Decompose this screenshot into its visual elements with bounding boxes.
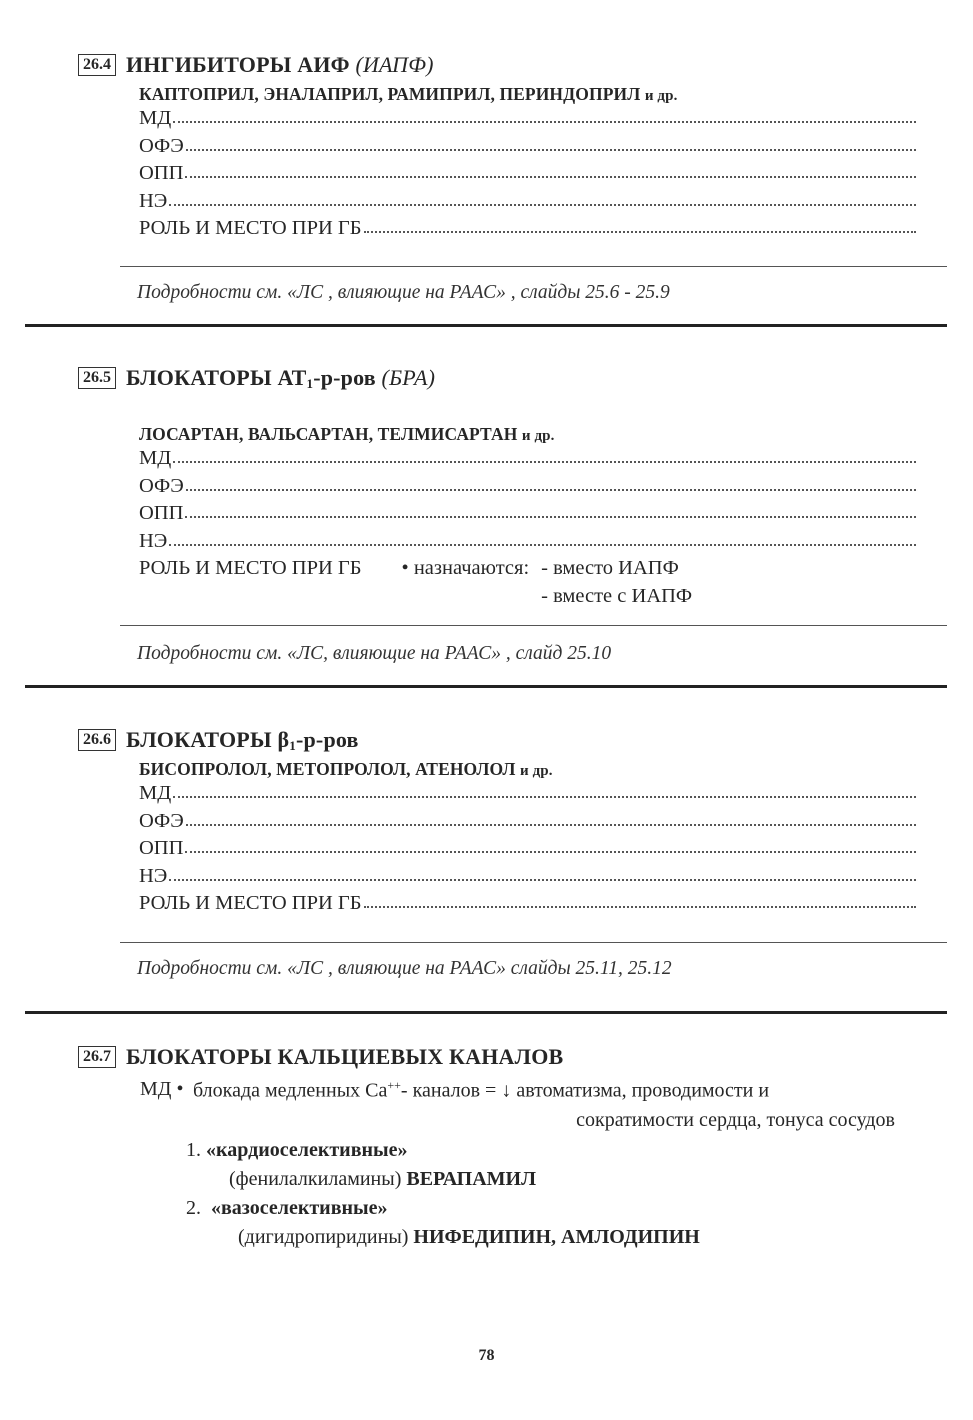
details-note: Подробности см. «ЛС , влияющие на РААС» , слайды 25.6 - 25.9: [137, 282, 670, 303]
list-item-sub: (фенилалкиламины) ВЕРАПАМИЛ: [229, 1167, 536, 1190]
section-separator: [25, 324, 947, 327]
list-item-sub: (дигидропиридины) НИФЕДИПИН, АМЛОДИПИН: [238, 1225, 700, 1248]
section-number: 26.7: [78, 1046, 116, 1068]
role-bullet: • назначаются:: [401, 557, 530, 579]
divider: [120, 266, 947, 267]
fill-line-md: МД: [139, 445, 916, 473]
fill-lines: [139, 780, 916, 918]
role-row: [139, 555, 916, 610]
section-body: [78, 1078, 918, 1252]
fill-line-opp: ОПП: [139, 835, 916, 863]
section-26-5: [78, 363, 918, 393]
drug-list: БИСОПРОЛОЛ, МЕТОПРОЛОЛ, АТЕНОЛОЛ и др.: [139, 759, 553, 779]
fill-line-md: МД: [139, 105, 916, 133]
divider: [120, 942, 947, 943]
section-number: 26.5: [78, 367, 116, 389]
fill-line-ne: НЭ: [139, 188, 916, 216]
fill-line-ofe: ОФЭ: [139, 133, 916, 161]
fill-line-opp: ОПП: [139, 500, 916, 528]
list-item: 2. «вазоселективные»: [186, 1196, 388, 1219]
fill-lines: [139, 445, 916, 610]
section-title: БЛОКАТОРЫ $\beta_1-р$-ров: [126, 726, 359, 753]
fill-lines: [139, 105, 916, 243]
section-header: [78, 1042, 918, 1072]
fill-line-ne: НЭ: [139, 863, 916, 891]
page-number: 78: [478, 1347, 495, 1364]
section-title: БЛОКАТОРЫ $АТ_1-р$-ров (БРА): [126, 364, 436, 391]
section-number: 26.4: [78, 54, 116, 76]
section-26-6: [78, 725, 918, 918]
md-text: блокада медленных Ca++- каналов = ↓ автоматизма, проводимости и сократимости сердца, тонуса сосудов: [193, 1078, 895, 1131]
fill-line-md: МД: [139, 780, 916, 808]
section-separator: [25, 685, 947, 688]
fill-line-opp: ОПП: [139, 160, 916, 188]
details-note: Подробности см. «ЛС , влияющие на РААС» слайды 25.11, 25.12: [137, 958, 672, 979]
section-26-4: [78, 50, 918, 243]
role-label: РОЛЬ И МЕСТО ПРИ ГБ: [139, 557, 362, 579]
divider: [120, 625, 947, 626]
role-options: - вместо ИАПФ - вместе с ИАПФ: [541, 557, 693, 607]
fill-line-ofe: ОФЭ: [139, 808, 916, 836]
section-separator: [25, 1011, 947, 1014]
section-header: [78, 725, 918, 755]
section-number: 26.6: [78, 729, 116, 751]
section-header: [78, 363, 918, 393]
fill-line-role: РОЛЬ И МЕСТО ПРИ ГБ: [139, 890, 916, 918]
ccb-list: [186, 1136, 918, 1252]
section-header: [78, 50, 918, 80]
fill-line-role: РОЛЬ И МЕСТО ПРИ ГБ: [139, 215, 916, 243]
details-note: Подробности см. «ЛС, влияющие на РААС» , слайд 25.10: [137, 643, 612, 664]
list-item: 1. «кардиоселективные»: [186, 1138, 408, 1161]
section-title: БЛОКАТОРЫ КАЛЬЦИЕВЫХ КАНАЛОВ: [126, 1044, 564, 1069]
section-title: ИНГИБИТОРЫ АИФ (ИАПФ): [126, 52, 434, 77]
md-row: [78, 1078, 918, 1132]
section-26-5-body: [78, 420, 918, 610]
fill-line-ofe: ОФЭ: [139, 473, 916, 501]
md-label: МД •: [140, 1078, 184, 1100]
drug-list: КАПТОПРИЛ, ЭНАЛАПРИЛ, РАМИПРИЛ, ПЕРИНДОПРИЛ и др.: [139, 84, 678, 104]
fill-line-ne: НЭ: [139, 528, 916, 556]
drug-list: ЛОСАРТАН, ВАЛЬСАРТАН, ТЕЛМИСАРТАН и др.: [139, 424, 555, 444]
section-26-7: [78, 1042, 918, 1252]
